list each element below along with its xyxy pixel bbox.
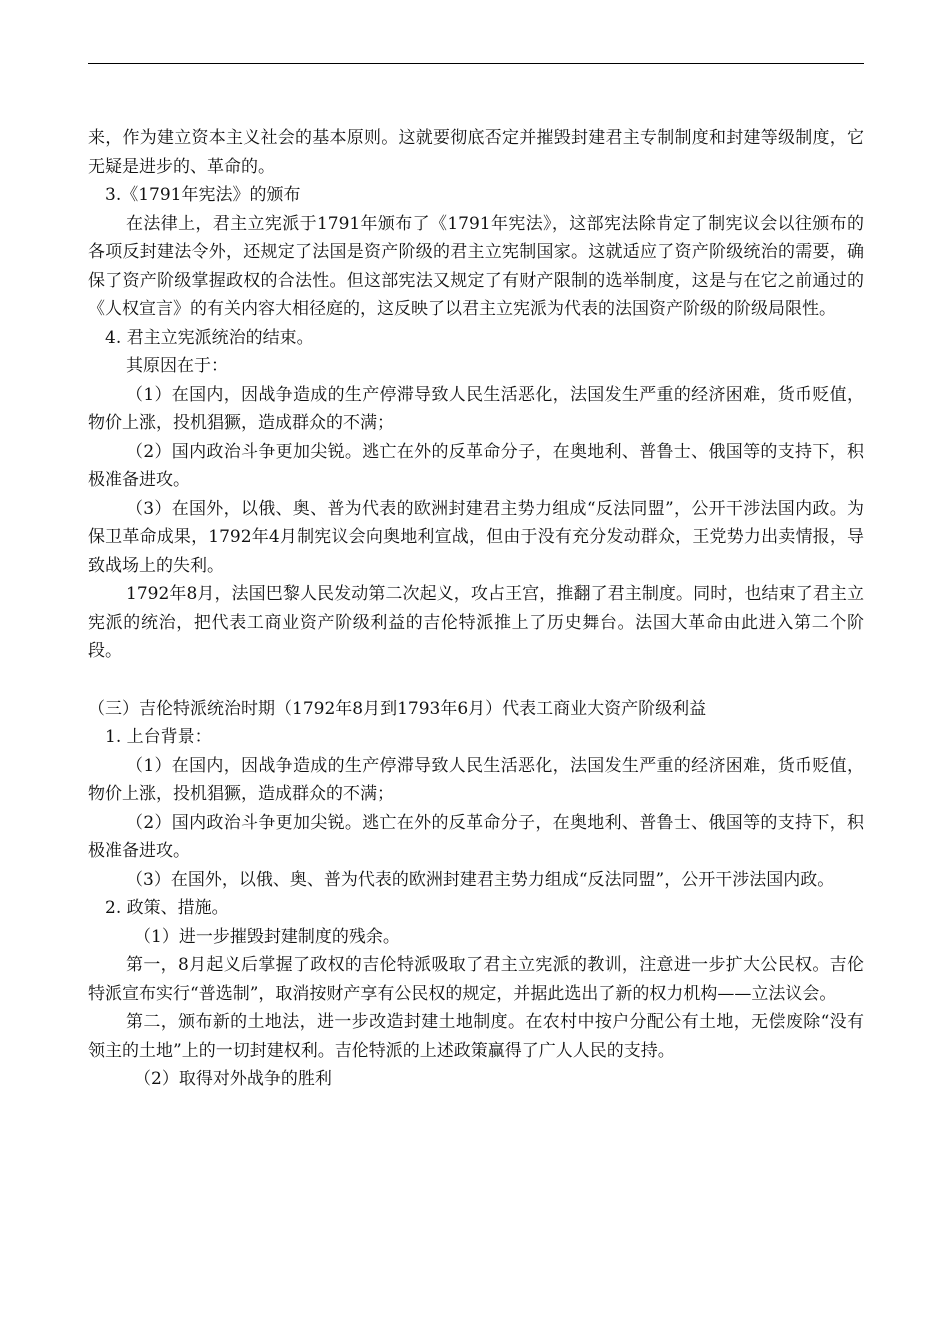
background-item-1: （1）在国内，因战争造成的生产停滞导致人民生活恶化，法国发生严重的经济困难，货币贬值，物价上涨，投机猖獗，造成群众的不满； (88, 755, 864, 804)
paragraph-first-policy: 第一，8月起义后掌握了政权的吉伦特派吸取了君主立宪派的教训，注意进一步扩大公民权。吉伦特派宣布实行“普选制”，取消按财产享有公民权的规定，并据此选出了新的权力机构——立法议会。 (88, 955, 864, 1004)
paragraph-constitution: 在法律上，君主立宪派于1791年颁布了《1791年宪法》，这部宪法除肯定了制宪议会以往颁布的各项反封建法令外，还规定了法国是资产阶级的君主立宪制国家。这就适应了资产阶级统治的需要，确保了资产阶级掌握政权的合法性。但这部宪法又规定了有财产限制的选举制度，这是与在它之前通过的《人权宣言》的有关内容大相径庭的，这反映了以君主立宪派为代表的法国资产阶级的阶级局限性。 (88, 213, 864, 319)
blank-line (88, 666, 864, 695)
paragraph-second-policy: 第二，颁布新的土地法，进一步改造封建土地制度。在农村中按户分配公有土地，无偿废除“没有领主的土地”上的一切封建权利。吉伦特派的上述政策赢得了广人人民的支持。 (88, 1012, 864, 1061)
background-item-2: （2）国内政治斗争更加尖锐。逃亡在外的反革命分子，在奥地利、普鲁士、俄国等的支持下，积极准备进攻。 (88, 812, 864, 861)
background-item-3: （3）在国外，以俄、奥、普为代表的欧洲封建君主势力组成“反法同盟”，公开干涉法国内政。 (126, 869, 835, 890)
policy-subheading-1: （1）进一步摧毁封建制度的残余。 (134, 926, 400, 947)
section-heading-end-of-rule: 4. 君主立宪派统治的结束。 (105, 327, 314, 348)
reason-item-3: （3）在国外，以俄、奥、普为代表的欧洲封建君主势力组成“反法同盟”，公开干涉法国内政。为保卫革命成果，1792年4月制宪议会向奥地利宣战，但由于没有充分发动群众，王党势力出卖情报，导致战场上的失利。 (88, 498, 864, 576)
reason-item-2: （2）国内政治斗争更加尖锐。逃亡在外的反革命分子，在奥地利、普鲁士、俄国等的支持下，积极准备进攻。 (88, 441, 864, 490)
paragraph-reasons-intro: 其原因在于： (126, 356, 228, 376)
document-body (88, 124, 864, 1094)
chapter-heading-girondins: （三）吉伦特派统治时期（1792年8月到1793年6月）代表工商业大资产阶级利益 (88, 698, 707, 719)
paragraph-august-uprising: 1792年8月，法国巴黎人民发动第二次起义，攻占王宫，推翻了君主制度。同时，也结束了君主立宪派的统治，把代表工商业资产阶级利益的吉伦特派推上了历史舞台。法国大革命由此进入第二个阶段。 (88, 584, 864, 661)
section-heading-1791-constitution: 3.《1791年宪法》的颁布 (105, 185, 301, 205)
paragraph-continuation: 来，作为建立资本主义社会的基本原则。这就要彻底否定并摧毁封建君主专制制度和封建等级制度，它无疑是进步的、革命的。 (88, 128, 864, 177)
reason-item-1: （1）在国内，因战争造成的生产停滞导致人民生活恶化，法国发生严重的经济困难，货币贬值，物价上涨，投机猖獗，造成群众的不满； (88, 384, 864, 433)
policy-subheading-2: （2）取得对外战争的胜利 (134, 1069, 332, 1089)
header-rule (88, 63, 864, 64)
section-heading-background: 1. 上台背景： (105, 727, 212, 747)
section-heading-policies: 2. 政策、措施。 (105, 898, 229, 918)
